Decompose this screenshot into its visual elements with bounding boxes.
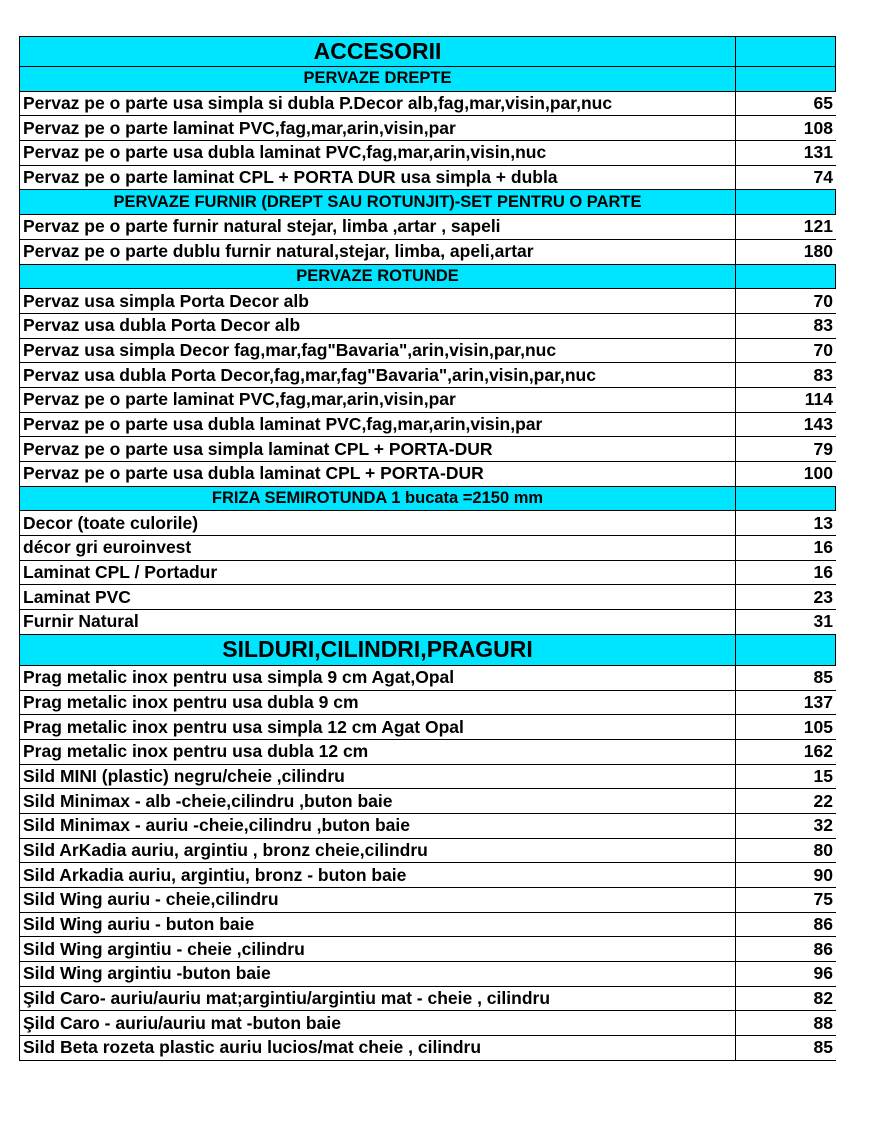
table-row bbox=[19, 1011, 836, 1036]
item-description: Sild Wing argintiu - cheie ,cilindru bbox=[19, 937, 735, 961]
item-description: Şild Caro - auriu/auriu mat -buton baie bbox=[19, 1011, 735, 1035]
item-description: Sild Minimax - alb -cheie,cilindru ,buton baie bbox=[19, 789, 735, 813]
section-title: SILDURI,CILINDRI,PRAGURI bbox=[19, 635, 735, 665]
item-price: 32 bbox=[735, 814, 836, 838]
subheader-row bbox=[19, 190, 836, 215]
price-header-cell bbox=[735, 67, 836, 91]
table-row bbox=[19, 289, 836, 314]
table-row bbox=[19, 141, 836, 166]
item-price: 131 bbox=[735, 141, 836, 165]
item-price: 96 bbox=[735, 962, 836, 986]
item-price: 137 bbox=[735, 691, 836, 715]
item-price: 75 bbox=[735, 888, 836, 912]
item-price: 16 bbox=[735, 561, 836, 585]
item-price: 31 bbox=[735, 610, 836, 634]
item-description: Sild Minimax - auriu -cheie,cilindru ,buton baie bbox=[19, 814, 735, 838]
item-description: Pervaz usa dubla Porta Decor alb bbox=[19, 314, 735, 338]
item-price: 180 bbox=[735, 240, 836, 264]
subheader-title: PERVAZE DREPTE bbox=[19, 67, 735, 91]
item-price: 65 bbox=[735, 92, 836, 116]
table-row bbox=[19, 166, 836, 191]
price-list-table bbox=[19, 36, 836, 1061]
table-row bbox=[19, 765, 836, 790]
table-row bbox=[19, 1036, 836, 1061]
item-price: 162 bbox=[735, 740, 836, 764]
item-description: Pervaz pe o parte furnir natural stejar, limba ,artar , sapeli bbox=[19, 215, 735, 239]
table-row bbox=[19, 863, 836, 888]
table-row bbox=[19, 339, 836, 364]
table-row bbox=[19, 585, 836, 610]
item-price: 70 bbox=[735, 289, 836, 313]
item-price: 70 bbox=[735, 339, 836, 363]
table-row bbox=[19, 937, 836, 962]
table-row bbox=[19, 388, 836, 413]
item-description: Pervaz usa simpla Decor fag,mar,fag"Bavaria",arin,visin,par,nuc bbox=[19, 339, 735, 363]
item-description: Pervaz pe o parte laminat PVC,fag,mar,arin,visin,par bbox=[19, 388, 735, 412]
item-price: 121 bbox=[735, 215, 836, 239]
item-price: 100 bbox=[735, 462, 836, 486]
table-row bbox=[19, 240, 836, 265]
item-price: 13 bbox=[735, 511, 836, 535]
table-row bbox=[19, 691, 836, 716]
item-price: 82 bbox=[735, 987, 836, 1011]
item-price: 15 bbox=[735, 765, 836, 789]
item-description: Pervaz pe o parte usa simpla si dubla P.Decor alb,fag,mar,visin,par,nuc bbox=[19, 92, 735, 116]
subheader-row bbox=[19, 487, 836, 512]
item-description: Sild Arkadia auriu, argintiu, bronz - buton baie bbox=[19, 863, 735, 887]
item-description: Pervaz pe o parte laminat PVC,fag,mar,arin,visin,par bbox=[19, 116, 735, 140]
item-description: Pervaz usa simpla Porta Decor alb bbox=[19, 289, 735, 313]
item-description: Sild ArKadia auriu, argintiu , bronz cheie,cilindru bbox=[19, 839, 735, 863]
subheader-row bbox=[19, 67, 836, 92]
item-price: 79 bbox=[735, 437, 836, 461]
table-row bbox=[19, 437, 836, 462]
item-description: Pervaz usa dubla Porta Decor,fag,mar,fag"Bavaria",arin,visin,par,nuc bbox=[19, 363, 735, 387]
table-row bbox=[19, 987, 836, 1012]
item-price: 16 bbox=[735, 536, 836, 560]
table-row bbox=[19, 888, 836, 913]
subheader-title: FRIZA SEMIROTUNDA 1 bucata =2150 mm bbox=[19, 487, 735, 511]
item-price: 105 bbox=[735, 715, 836, 739]
table-row bbox=[19, 92, 836, 117]
subheader-row bbox=[19, 265, 836, 290]
item-price: 80 bbox=[735, 839, 836, 863]
price-header-cell bbox=[735, 635, 836, 665]
table-row bbox=[19, 363, 836, 388]
item-description: Prag metalic inox pentru usa simpla 9 cm Agat,Opal bbox=[19, 666, 735, 690]
item-description: Sild Beta rozeta plastic auriu lucios/mat cheie , cilindru bbox=[19, 1036, 735, 1060]
item-price: 83 bbox=[735, 363, 836, 387]
item-description: Prag metalic inox pentru usa simpla 12 cm Agat Opal bbox=[19, 715, 735, 739]
table-row bbox=[19, 116, 836, 141]
item-description: Pervaz pe o parte usa dubla laminat CPL + PORTA-DUR bbox=[19, 462, 735, 486]
table-row bbox=[19, 536, 836, 561]
item-price: 83 bbox=[735, 314, 836, 338]
table-row bbox=[19, 814, 836, 839]
item-description: Pervaz pe o parte usa dubla laminat PVC,fag,mar,arin,visin,nuc bbox=[19, 141, 735, 165]
item-price: 74 bbox=[735, 166, 836, 190]
price-header-cell bbox=[735, 265, 836, 289]
item-price: 88 bbox=[735, 1011, 836, 1035]
table-row bbox=[19, 839, 836, 864]
item-description: Prag metalic inox pentru usa dubla 12 cm bbox=[19, 740, 735, 764]
subheader-title: PERVAZE FURNIR (DREPT SAU ROTUNJIT)-SET PENTRU O PARTE bbox=[19, 190, 735, 214]
table-row bbox=[19, 962, 836, 987]
item-description: Pervaz pe o parte usa simpla laminat CPL + PORTA-DUR bbox=[19, 437, 735, 461]
item-description: Furnir Natural bbox=[19, 610, 735, 634]
item-description: Şild Caro- auriu/auriu mat;argintiu/argintiu mat - cheie , cilindru bbox=[19, 987, 735, 1011]
price-header-cell bbox=[735, 37, 836, 66]
table-row bbox=[19, 314, 836, 339]
item-price: 85 bbox=[735, 666, 836, 690]
item-price: 143 bbox=[735, 413, 836, 437]
item-description: Pervaz pe o parte dublu furnir natural,stejar, limba, apeli,artar bbox=[19, 240, 735, 264]
item-price: 108 bbox=[735, 116, 836, 140]
price-header-cell bbox=[735, 487, 836, 511]
item-price: 22 bbox=[735, 789, 836, 813]
table-row bbox=[19, 511, 836, 536]
item-description: Decor (toate culorile) bbox=[19, 511, 735, 535]
table-row bbox=[19, 913, 836, 938]
item-description: Sild Wing argintiu -buton baie bbox=[19, 962, 735, 986]
table-row bbox=[19, 715, 836, 740]
table-row bbox=[19, 610, 836, 635]
item-description: Laminat CPL / Portadur bbox=[19, 561, 735, 585]
item-price: 23 bbox=[735, 585, 836, 609]
table-row bbox=[19, 789, 836, 814]
section-title-row bbox=[19, 635, 836, 666]
item-price: 90 bbox=[735, 863, 836, 887]
table-row bbox=[19, 666, 836, 691]
table-row bbox=[19, 413, 836, 438]
table-row bbox=[19, 462, 836, 487]
table-row bbox=[19, 561, 836, 586]
table-row bbox=[19, 215, 836, 240]
item-description: décor gri euroinvest bbox=[19, 536, 735, 560]
item-description: Sild MINI (plastic) negru/cheie ,cilindru bbox=[19, 765, 735, 789]
item-description: Sild Wing auriu - cheie,cilindru bbox=[19, 888, 735, 912]
item-price: 86 bbox=[735, 937, 836, 961]
item-description: Pervaz pe o parte usa dubla laminat PVC,fag,mar,arin,visin,par bbox=[19, 413, 735, 437]
item-description: Laminat PVC bbox=[19, 585, 735, 609]
item-description: Sild Wing auriu - buton baie bbox=[19, 913, 735, 937]
table-row bbox=[19, 740, 836, 765]
section-title: ACCESORII bbox=[19, 37, 735, 66]
item-description: Pervaz pe o parte laminat CPL + PORTA DUR usa simpla + dubla bbox=[19, 166, 735, 190]
item-description: Prag metalic inox pentru usa dubla 9 cm bbox=[19, 691, 735, 715]
item-price: 86 bbox=[735, 913, 836, 937]
subheader-title: PERVAZE ROTUNDE bbox=[19, 265, 735, 289]
item-price: 114 bbox=[735, 388, 836, 412]
section-title-row bbox=[19, 36, 836, 67]
item-price: 85 bbox=[735, 1036, 836, 1060]
price-header-cell bbox=[735, 190, 836, 214]
